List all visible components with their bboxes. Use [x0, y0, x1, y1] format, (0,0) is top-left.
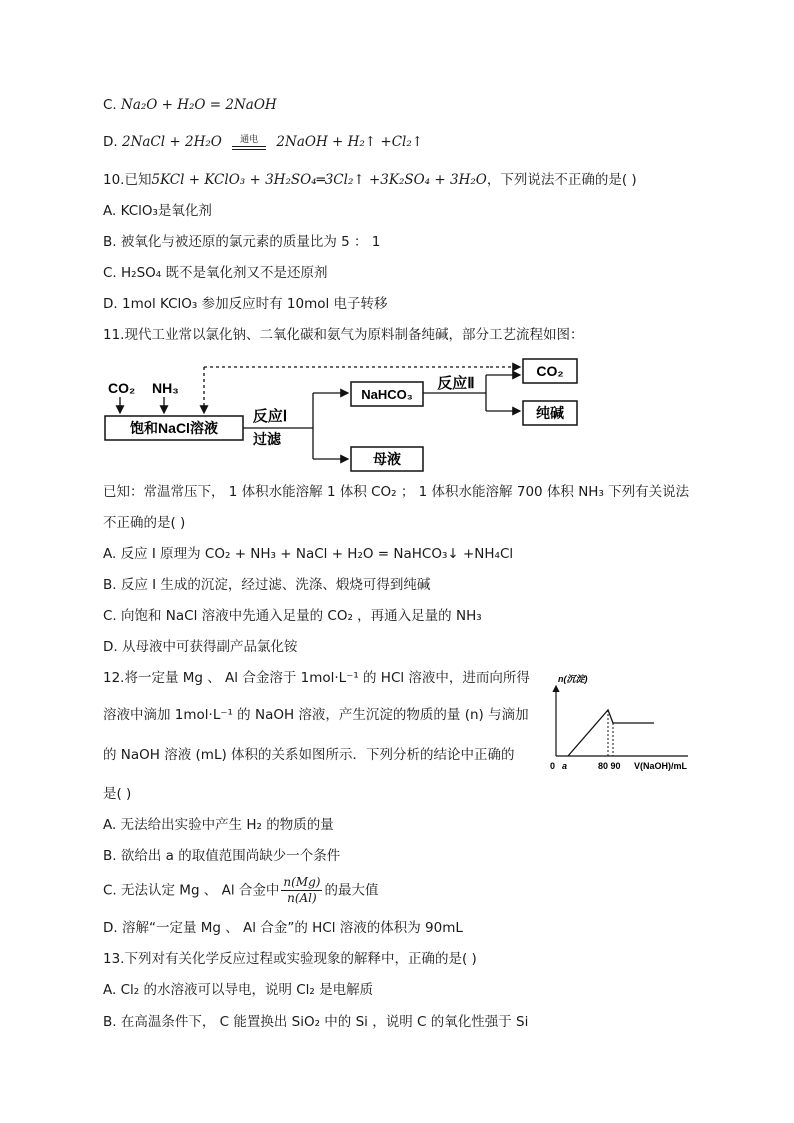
- soda-label: 纯碱: [536, 405, 564, 421]
- origin-label: 0: [550, 761, 556, 771]
- q10-option-a: A. KClO₃是氧化剂: [103, 203, 212, 219]
- q11-stem: 11.现代工业常以氯化钠、二氧化碳和氨气为原料制备纯碱，部分工艺流程如图：: [103, 327, 584, 343]
- mole-ratio-fraction: $\frac{n(Mg)}{n(Al)}$: [283, 875, 321, 905]
- y-axis-label: n(沉淀): [558, 674, 588, 684]
- q12-option-a: A. 无法给出实验中产生 H₂ 的物质的量: [103, 817, 334, 833]
- q13-stem: 13.下列对有关化学反应过程或实验现象的解释中，正确的是( ): [103, 951, 477, 967]
- filter-label: 过滤: [253, 431, 281, 447]
- q10-option-d: D. 1mol KClO₃ 参加反应时有 10mol 电子转移: [103, 296, 388, 312]
- equation: 5KCl + KClO₃ + 3H₂SO₄═3Cl₂↑ +3K₂SO₄ + 3H₂O: [151, 172, 487, 188]
- q10-stem: 10.已知5KCl + KClO₃ + 3H₂SO₄═3Cl₂↑ +3K₂SO₄ + 3H₂O，下列说法不正确的是( ): [103, 172, 637, 188]
- q10-option-b: B. 被氧化与被还原的氯元素的质量比为 5 ： 1: [103, 234, 381, 250]
- q12-option-c: C. 无法认定 Mg 、 Al 合金中 $\frac{n(Mg)}{n(Al)}$ 的最大值: [103, 875, 379, 905]
- q10-option-c: C. H₂SO₄ 既不是氧化剂又不是还原剂: [103, 265, 328, 281]
- reaction-condition: 通电: [232, 135, 266, 150]
- q11-option-b: B. 反应 I 生成的沉淀，经过滤、洗涤、煅烧可得到纯碱: [103, 577, 431, 593]
- nh3-input-label: NH₃: [152, 380, 179, 396]
- q12-line-3: 的 NaOH 溶液 (mL) 体积的关系如图所示．下列分析的结论中正确的: [103, 747, 515, 763]
- option-c-line: [103, 95, 277, 115]
- precipitate-graph: [546, 668, 696, 778]
- q12-option-b: B. 欲给出 a 的取值范围尚缺少一个条件: [103, 848, 341, 864]
- mother-liquor-label: 母液: [373, 451, 401, 467]
- reaction-1-label: 反应Ⅰ: [252, 408, 288, 425]
- q11-option-d: D. 从母液中可获得副产品氯化铵: [103, 639, 298, 655]
- co2-output-label: CO₂: [536, 363, 564, 379]
- nahco3-label: NaHCO₃: [361, 387, 413, 402]
- tick-labels: 80 90: [598, 761, 621, 771]
- saturated-nacl-label: 饱和NaCl溶液: [130, 420, 218, 436]
- option-label: D.: [103, 134, 118, 150]
- q11-option-c: C. 向饱和 NaCl 溶液中先通入足量的 CO₂ ，再通入足量的 NH₃: [103, 608, 482, 624]
- equation: Na₂O + H₂O = 2NaOH: [121, 97, 277, 113]
- q13-option-a: A. Cl₂ 的水溶液可以导电，说明 Cl₂ 是电解质: [103, 982, 374, 998]
- q11-option-a: A. 反应 I 原理为 CO₂ + NH₃ + NaCl + H₂O = NaHCO₃↓ +NH₄Cl: [103, 546, 514, 562]
- option-label: C.: [103, 97, 117, 113]
- reaction-2-label: 反应Ⅱ: [437, 375, 475, 392]
- a-label: a: [562, 761, 568, 771]
- co2-input-label: CO₂: [108, 380, 136, 396]
- q12-line-1: 12.将一定量 Mg 、 Al 合金溶于 1mol·L⁻¹ 的 HCl 溶液中，进而向所得: [103, 670, 530, 686]
- q12-line-2: 溶液中滴加 1mol·L⁻¹ 的 NaOH 溶液，产生沉淀的物质的量 (n) 与滴加: [103, 707, 529, 723]
- process-flow-diagram: [100, 355, 600, 475]
- q12-line-4: 是( ): [103, 786, 132, 802]
- q11-known-2: 不正确的是( ): [103, 515, 186, 531]
- option-d-line: [103, 132, 423, 152]
- q12-option-d: D. 溶解“一定量 Mg 、 Al 合金”的 HCl 溶液的体积为 90mL: [103, 920, 463, 936]
- precipitate-curve: [568, 710, 654, 756]
- q13-option-b: B. 在高温条件下， C 能置换出 SiO₂ 中的 Si ，说明 C 的氧化性强于 Si: [103, 1014, 529, 1030]
- equation-right: 2NaOH + H₂↑ +Cl₂↑: [276, 134, 424, 150]
- q11-known-1: 已知：常温常压下， 1 体积水能溶解 1 体积 CO₂ ； 1 体积水能溶解 700 体积 NH₃ 下列有关说法: [103, 484, 690, 500]
- equation-left: 2NaCl + 2H₂O: [121, 134, 222, 150]
- x-axis-label: V(NaOH)/mL: [634, 761, 688, 771]
